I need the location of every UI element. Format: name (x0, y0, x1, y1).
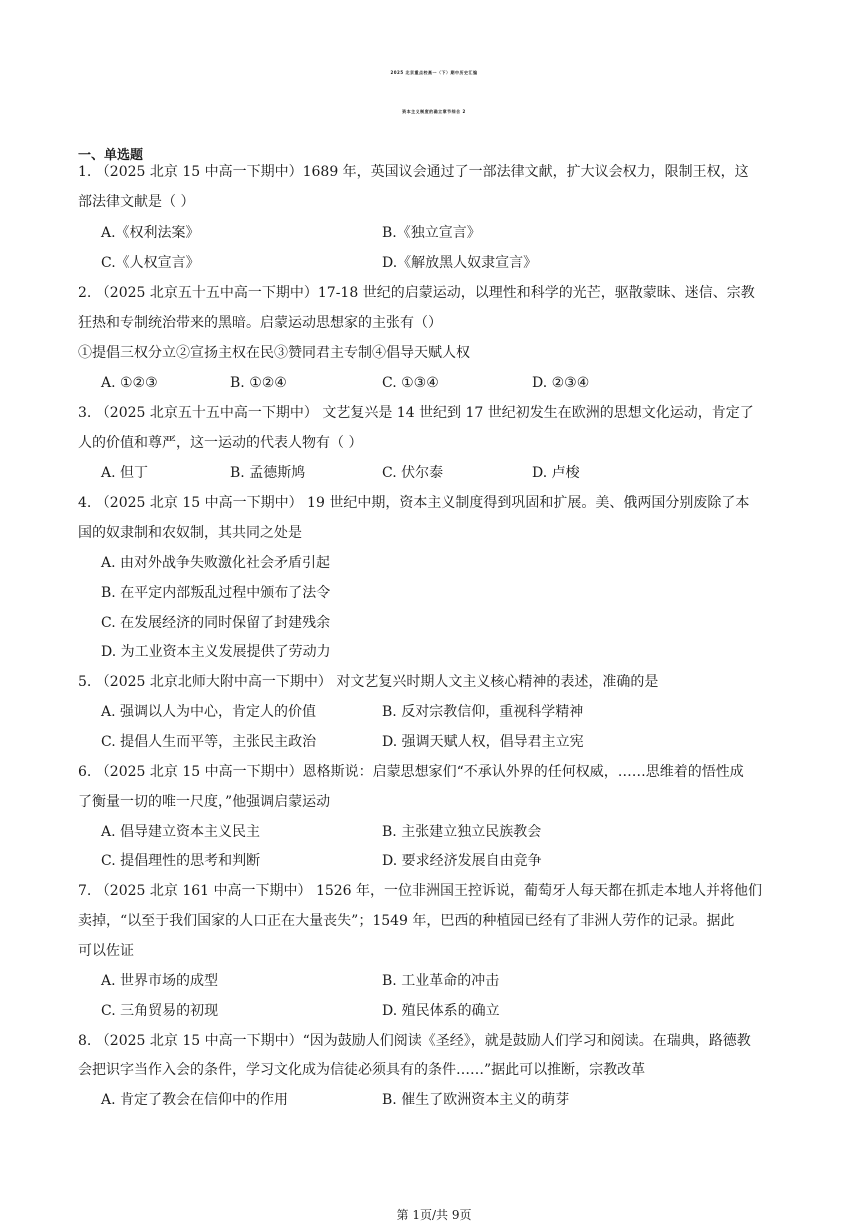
page-footer: 第 1页/共 9页 (396, 1208, 472, 1222)
question-5-option-d: D. 强调天赋人权，倡导君主立宪 (382, 734, 584, 750)
question-8-option-a: A. 肯定了教会在信仰中的作用 (101, 1092, 289, 1108)
question-7-stem-cont: 卖掉，“以至于我们国家的人口正在大量丧失”；1549 年，巴西的种植园已经有了非洲人劳作的记录。据此 (78, 913, 735, 929)
question-5-option-a: A. 强调以人为中心，肯定人的价值 (101, 704, 317, 720)
question-4-stem: 4. （2025 北京 15 中高一下期中） 19 世纪中期，资本主义制度得到巩固和扩展。美、俄两国分别废除了本 (78, 495, 750, 511)
question-8-option-b: B. 催生了欧洲资本主义的萌芽 (382, 1092, 570, 1108)
question-4-option-b: B. 在平定内部叛乱过程中颁布了法令 (101, 585, 331, 601)
question-6-stem-cont: 了衡量一切的唯一尺度，”他强调启蒙运动 (78, 794, 331, 810)
question-2-option-d: D. ②③④ (532, 375, 590, 391)
question-8-stem-cont: 会把识字当作入会的条件，学习文化成为信徒必须具有的条件……”据此可以推断，宗教改革 (78, 1062, 646, 1078)
question-2-option-a: A. ①②③ (101, 375, 158, 391)
question-3-option-a: A. 但丁 (101, 465, 149, 481)
question-3-option-d: D. 卢梭 (532, 465, 580, 481)
question-1-stem: 1. （2025 北京 15 中高一下期中）1689 年，英国议会通过了一部法律文献，扩大议会权力，限制王权，这 (78, 164, 749, 180)
question-7-option-a: A. 世界市场的成型 (101, 973, 219, 989)
question-4-option-a: A. 由对外战争失败激化社会矛盾引起 (101, 555, 331, 571)
question-5-stem: 5. （2025 北京北师大附中高一下期中） 对文艺复兴时期人文主义核心精神的表述，准确的是 (78, 674, 659, 690)
question-1-option-c: C.《人权宣言》 (101, 255, 200, 271)
question-7-option-d: D. 殖民体系的确立 (382, 1003, 500, 1019)
question-2-option-c: C. ①③④ (382, 375, 439, 391)
question-2-stem: 2. （2025 北京五十五中高一下期中）17-18 世纪的启蒙运动，以理性和科学的光芒，驱散蒙昧、迷信、宗教 (78, 285, 755, 301)
question-6-option-b: B. 主张建立独立民族教会 (382, 824, 542, 840)
page-title: 2025 北京重点校高一（下）期中历史汇编 (390, 70, 478, 75)
section-heading: 一、单选题 (78, 148, 144, 163)
question-1-option-d: D.《解放黑人奴隶宣言》 (382, 255, 538, 271)
question-2-statements: ①提倡三权分立②宣扬主权在民③赞同君主专制④倡导天赋人权 (78, 345, 470, 361)
question-7-stem-cont-2: 可以佐证 (78, 943, 134, 959)
question-4-stem-cont: 国的奴隶制和农奴制，其共同之处是 (78, 525, 302, 541)
question-5-option-b: B. 反对宗教信仰，重视科学精神 (382, 704, 584, 720)
question-4-option-c: C. 在发展经济的同时保留了封建残余 (101, 615, 331, 631)
question-7-option-c: C. 三角贸易的初现 (101, 1003, 219, 1019)
question-8-stem: 8. （2025 北京 15 中高一下期中）“因为鼓励人们阅读《圣经》，就是鼓励人们学习和阅读。在瑞典，路德教 (78, 1033, 751, 1049)
question-2-stem-cont: 狂热和专制统治带来的黑暗。启蒙运动思想家的主张有（） (78, 315, 442, 331)
question-6-option-d: D. 要求经济发展自由竞争 (382, 853, 542, 869)
page-subtitle: 资本主义制度的确立章节综合 2 (402, 109, 466, 114)
question-7-stem: 7. （2025 北京 161 中高一下期中） 1526 年，一位非洲国王控诉说，葡萄牙人每天都在抓走本地人并将他们 (78, 883, 763, 899)
question-3-stem-cont: 人的价值和尊严，这一运动的代表人物有（ ） (78, 435, 363, 451)
question-6-stem: 6. （2025 北京 15 中高一下期中）恩格斯说：启蒙思想家们“不承认外界的任何权威，……思维着的悟性成 (78, 764, 744, 780)
question-7-option-b: B. 工业革命的冲击 (382, 973, 500, 989)
question-4-option-d: D. 为工业资本主义发展提供了劳动力 (101, 644, 331, 660)
question-6-option-a: A. 倡导建立资本主义民主 (101, 824, 261, 840)
question-6-option-c: C. 提倡理性的思考和判断 (101, 853, 261, 869)
question-3-option-c: C. 伏尔泰 (382, 465, 444, 481)
question-5-option-c: C. 提倡人生而平等，主张民主政治 (101, 734, 317, 750)
question-2-option-b: B. ①②④ (230, 375, 287, 391)
question-1-option-b: B.《独立宣言》 (382, 225, 481, 241)
question-1-stem-cont: 部法律文献是（ ） (78, 194, 195, 210)
question-1-option-a: A.《权利法案》 (101, 225, 200, 241)
question-3-stem: 3. （2025 北京五十五中高一下期中） 文艺复兴是 14 世纪到 17 世纪初发生在欧洲的思想文化运动，肯定了 (78, 405, 754, 421)
question-3-option-b: B. 孟德斯鸠 (230, 465, 306, 481)
